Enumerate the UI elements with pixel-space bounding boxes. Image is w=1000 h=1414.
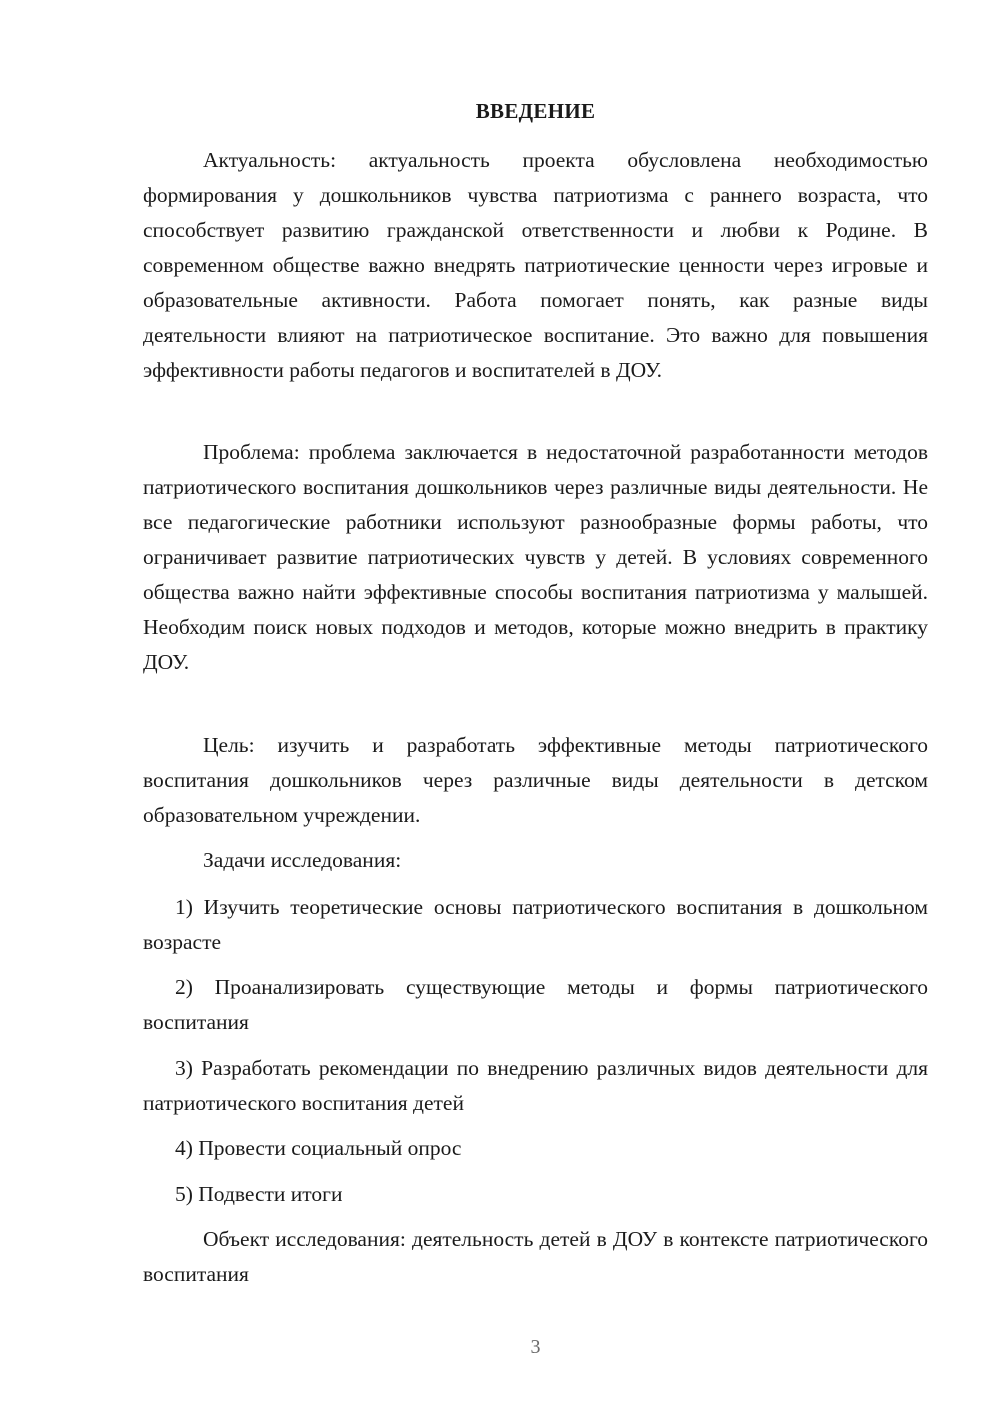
task-item-5: 5) Подвести итоги	[175, 1182, 343, 1206]
page-number: 3	[530, 1336, 541, 1358]
paragraph-goal: Цель: изучить и разработать эффективные методы патриотического воспитания дошкольников через различные виды деятельности в детском образовательном учреждении.	[143, 733, 928, 827]
page-title: ВВЕДЕНИЕ	[475, 99, 596, 123]
task-item-1: 1) Изучить теоретические основы патриотического воспитания в дошкольном возрасте	[143, 895, 928, 954]
task-item-3: 3) Разработать рекомендации по внедрению различных видов деятельности для патриотического воспитания детей	[143, 1056, 928, 1115]
task-item-2: 2) Проанализировать существующие методы и формы патриотического воспитания	[143, 975, 928, 1034]
tasks-title: Задачи исследования:	[203, 848, 402, 872]
task-item-4: 4) Провести социальный опрос	[175, 1136, 462, 1160]
paragraph-problem: Проблема: проблема заключается в недостаточной разработанности методов патриотического воспитания дошкольников через различные виды деятельности. Не все педагогические работники используют разнообразные формы работы, что ограничивает развитие патриотических чувств у детей. В условиях современного общества важно найти эффективные способы воспитания патриотизма у малышей. Необходим поиск новых подходов и методов, которые можно внедрить в практику ДОУ.	[143, 440, 928, 674]
paragraph-relevance: Актуальность: актуальность проекта обусловлена необходимостью формирования у дошкольников чувства патриотизма с раннего возраста, что способствует развитию гражданской ответственности и любви к Родине. В современном обществе важно внедрять патриотические ценности через игровые и образовательные активности. Работа помогает понять, как разные виды деятельности влияют на патриотическое воспитание. Это важно для повышения эффективности работы педагогов и воспитателей в ДОУ.	[143, 148, 928, 382]
paragraph-object: Объект исследования: деятельность детей в ДОУ в контексте патриотического воспитания	[143, 1227, 928, 1286]
